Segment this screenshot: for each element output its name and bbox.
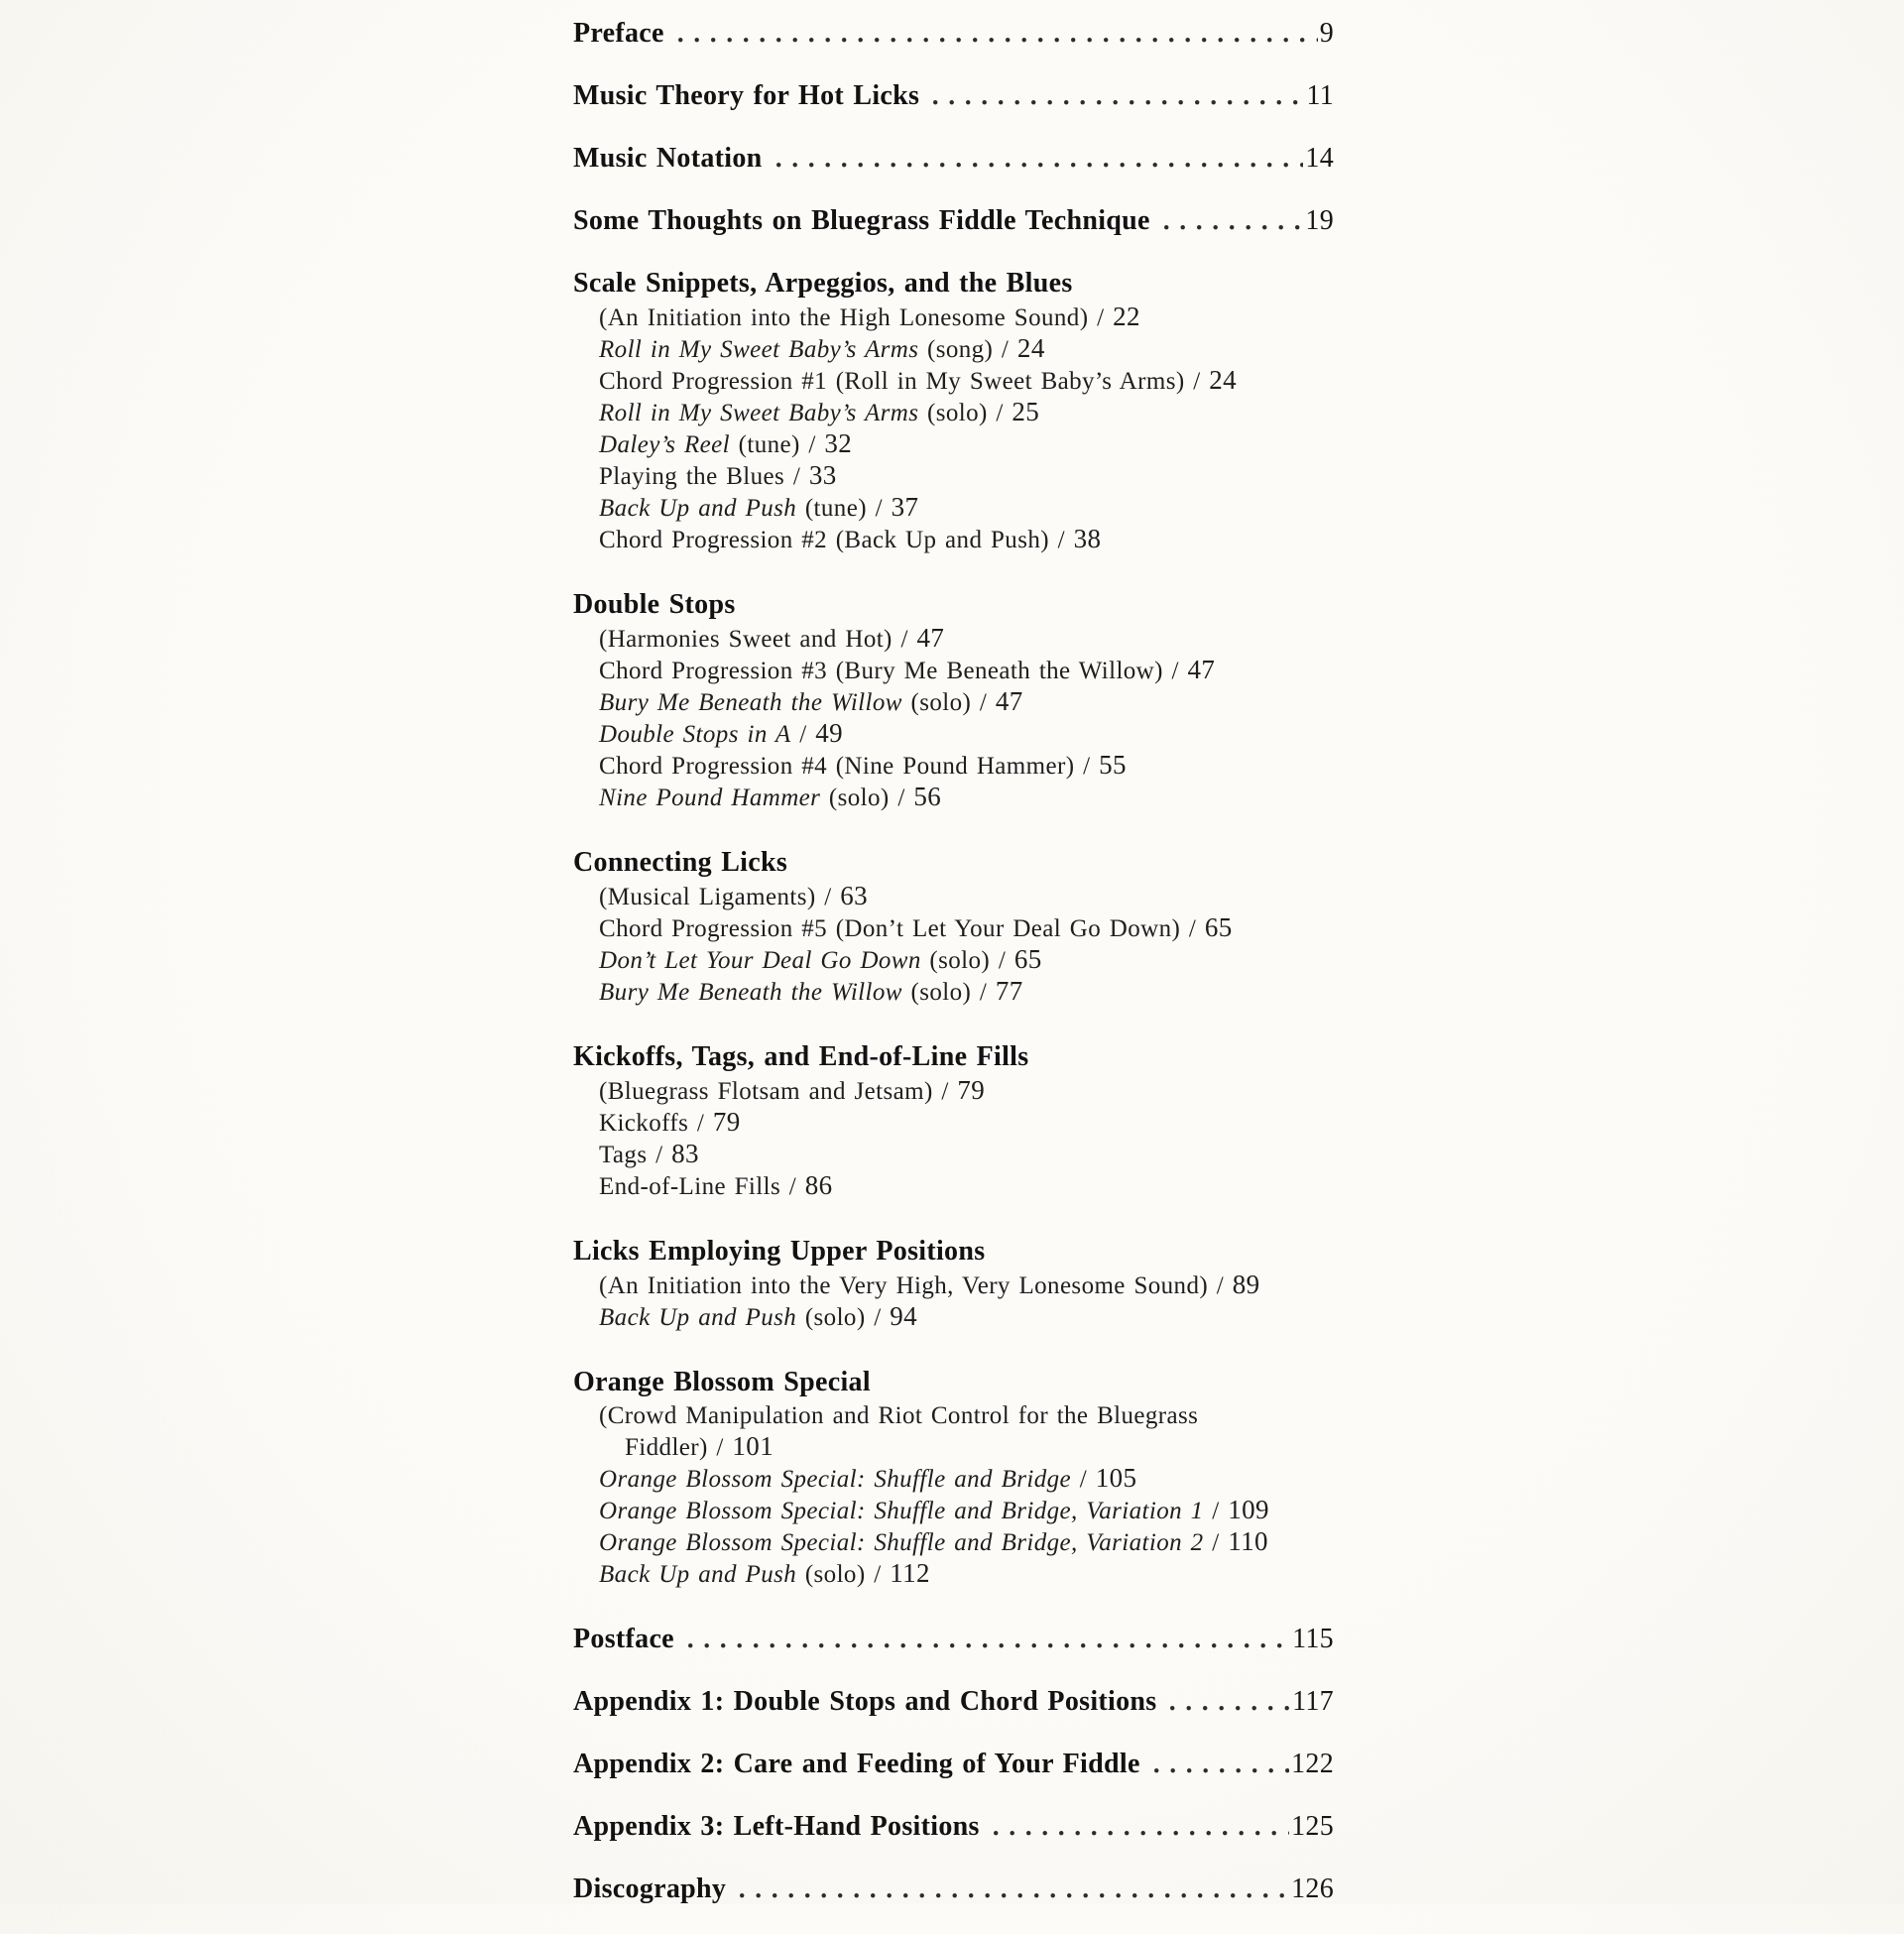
item-text-segment: Back Up and Push	[599, 1304, 797, 1331]
item-page-number: 79	[957, 1075, 986, 1105]
item-page-number: 94	[890, 1301, 918, 1331]
item-text-segment: (solo)	[796, 1304, 866, 1331]
item-page-number: 55	[1099, 750, 1127, 780]
page-separator: /	[1071, 1466, 1096, 1493]
toc-entries	[573, 16, 1334, 1907]
toc-entry	[573, 1872, 1334, 1907]
item-text-segment: Kickoffs	[599, 1110, 689, 1137]
leader-dots	[994, 1831, 1289, 1836]
page-separator: /	[799, 431, 825, 458]
item-page-number: 77	[995, 976, 1023, 1006]
section-item	[599, 655, 1334, 686]
entry-page-number: 125	[1291, 1811, 1334, 1842]
toc-entry	[573, 203, 1334, 239]
item-page-number: 49	[815, 718, 844, 748]
item-page-number: 47	[1187, 655, 1216, 684]
leader-dots	[1164, 225, 1304, 230]
toc-entry	[573, 78, 1334, 114]
leader-dots	[933, 100, 1304, 105]
page-separator: /	[1162, 658, 1188, 684]
entry-page-number: 14	[1305, 143, 1334, 174]
section-item	[599, 333, 1334, 365]
item-text-segment: (Harmonies Sweet and Hot)	[599, 626, 892, 653]
entry-page-number: 19	[1305, 205, 1334, 236]
item-text-segment: Chord Progression #3 (Bury Me Beneath the Willow)	[599, 658, 1163, 684]
section-item	[599, 623, 1334, 655]
item-text-segment: Back Up and Push	[599, 1561, 797, 1588]
entry-title: Preface	[573, 18, 664, 49]
section-item	[599, 1301, 1334, 1333]
section-title: Connecting Licks	[573, 847, 788, 878]
item-page-number: 47	[995, 686, 1023, 716]
page-separator: /	[987, 400, 1012, 426]
item-text-segment: (solo)	[796, 1561, 866, 1588]
item-text-segment: Double Stops in A	[599, 721, 791, 748]
page-separator: /	[688, 1110, 713, 1137]
item-text-segment: (Crowd Manipulation and Riot Control for the Bluegrass	[599, 1402, 1199, 1429]
section-item	[599, 750, 1334, 782]
section-item	[599, 1526, 1334, 1558]
page-separator: /	[790, 721, 816, 748]
page-separator: /	[932, 1078, 958, 1105]
section-title: Scale Snippets, Arpeggios, and the Blues	[573, 268, 1073, 299]
toc-page	[573, 0, 1334, 1934]
entry-page-number: 11	[1306, 80, 1334, 111]
entry-title: Appendix 1: Double Stops and Chord Positions	[573, 1686, 1157, 1717]
item-text-segment: Chord Progression #1 (Roll in My Sweet Baby’s Arms)	[599, 368, 1185, 395]
item-text-segment: Don’t Let Your Deal Go Down	[599, 947, 921, 974]
item-page-number: 101	[732, 1431, 774, 1461]
item-text-segment: (solo)	[901, 689, 972, 716]
section-item	[599, 1558, 1334, 1590]
entry-title: Some Thoughts on Bluegrass Fiddle Technique	[573, 205, 1150, 236]
page-separator: /	[865, 1304, 891, 1331]
page-separator: /	[892, 626, 917, 653]
toc-section	[573, 266, 1334, 555]
item-text-segment: Roll in My Sweet Baby’s Arms	[599, 336, 919, 363]
item-text-segment: Roll in My Sweet Baby’s Arms	[599, 400, 919, 426]
page-separator: /	[1074, 753, 1100, 780]
page-separator: /	[889, 785, 914, 811]
page-separator: /	[865, 1561, 891, 1588]
section-title: Licks Employing Upper Positions	[573, 1236, 986, 1267]
entry-title: Music Theory for Hot Licks	[573, 80, 920, 111]
page-separator: /	[990, 947, 1014, 974]
item-page-number: 83	[671, 1139, 699, 1168]
toc-section	[573, 587, 1334, 813]
item-page-number: 32	[824, 428, 853, 458]
toc-section	[573, 1039, 1334, 1202]
page-separator: /	[866, 495, 892, 522]
section-title: Double Stops	[573, 589, 736, 620]
page-separator: /	[1088, 304, 1114, 331]
section-item	[599, 782, 1334, 813]
item-page-number: 65	[1013, 944, 1042, 974]
leader-dots	[776, 163, 1304, 168]
item-page-number: 65	[1204, 912, 1233, 942]
item-page-number: 105	[1095, 1463, 1137, 1493]
section-item	[599, 302, 1334, 333]
page-separator: /	[815, 884, 841, 910]
item-page-number: 56	[913, 782, 942, 811]
section-item	[599, 718, 1334, 750]
page-separator: /	[1203, 1498, 1229, 1524]
section-item	[599, 524, 1334, 555]
page-separator: /	[993, 336, 1017, 363]
item-text-segment: (solo)	[920, 947, 991, 974]
item-page-number: 109	[1228, 1495, 1269, 1524]
item-text-segment: (solo)	[918, 400, 988, 426]
leader-dots	[678, 38, 1318, 43]
item-page-number: 47	[916, 623, 945, 653]
page-separator: /	[971, 689, 996, 716]
item-page-number: 22	[1113, 302, 1140, 331]
section-item	[599, 1495, 1334, 1526]
toc-section	[573, 1365, 1334, 1590]
section-item	[599, 1139, 1334, 1170]
page-separator: /	[784, 463, 809, 490]
page-separator: /	[707, 1434, 733, 1461]
page-separator: /	[647, 1142, 672, 1168]
section-title: Orange Blossom Special	[573, 1367, 871, 1397]
item-page-number: 63	[840, 881, 869, 910]
item-text-segment: Nine Pound Hammer	[599, 785, 821, 811]
toc-entry	[573, 1622, 1334, 1657]
item-text-segment: Chord Progression #5 (Don’t Let Your Deal Go Down)	[599, 915, 1181, 942]
page-separator: /	[1208, 1272, 1233, 1299]
page-separator: /	[971, 979, 996, 1006]
item-text-segment: Tags	[599, 1142, 648, 1168]
section-item	[599, 944, 1334, 976]
page-separator: /	[1203, 1529, 1229, 1556]
section-item	[599, 1170, 1334, 1202]
section-item	[599, 976, 1334, 1008]
section-item	[599, 365, 1334, 397]
section-item	[599, 492, 1334, 524]
item-text-segment: (An Initiation into the Very High, Very Lonesome Sound)	[599, 1272, 1209, 1299]
page-separator: /	[1180, 915, 1205, 942]
section-item	[599, 1269, 1334, 1301]
page-separator: /	[780, 1173, 805, 1200]
page-separator: /	[1048, 527, 1074, 553]
toc-entry	[573, 1684, 1334, 1720]
item-text-segment: (solo)	[901, 979, 972, 1006]
item-text-segment: End-of-Line Fills	[599, 1173, 781, 1200]
item-page-number: 25	[1012, 397, 1040, 426]
item-text-segment: (tune)	[729, 431, 800, 458]
entry-title: Appendix 2: Care and Feeding of Your Fiddle	[573, 1749, 1140, 1779]
entry-page-number: 117	[1292, 1686, 1334, 1717]
leader-dots	[1170, 1706, 1290, 1711]
item-text-segment: Fiddler)	[625, 1434, 708, 1461]
item-text-segment: Back Up and Push	[599, 495, 797, 522]
item-page-number: 24	[1016, 333, 1045, 363]
item-page-number: 79	[712, 1107, 741, 1137]
item-text-segment: Orange Blossom Special: Shuffle and Bridge	[599, 1466, 1072, 1493]
item-text-segment: (song)	[918, 336, 994, 363]
item-page-number: 112	[890, 1558, 930, 1588]
toc-section	[573, 1234, 1334, 1333]
page-separator: /	[1184, 368, 1210, 395]
section-item	[599, 460, 1334, 492]
item-text-segment: Orange Blossom Special: Shuffle and Bridge, Variation 2	[599, 1529, 1204, 1556]
entry-title: Music Notation	[573, 143, 763, 174]
entry-title: Appendix 3: Left-Hand Positions	[573, 1811, 980, 1842]
item-text-segment: (solo)	[820, 785, 890, 811]
entry-title: Discography	[573, 1874, 727, 1904]
leader-dots	[688, 1643, 1290, 1648]
entry-page-number: 9	[1319, 18, 1334, 49]
section-item	[599, 1107, 1334, 1139]
item-text-segment: (An Initiation into the High Lonesome Sound)	[599, 304, 1089, 331]
item-page-number: 33	[808, 460, 837, 490]
section-item	[599, 686, 1334, 718]
section-item	[599, 912, 1334, 944]
section-item	[599, 428, 1334, 460]
section-item	[599, 397, 1334, 428]
item-page-number: 37	[891, 492, 919, 522]
section-item	[599, 1400, 1334, 1463]
entry-page-number: 115	[1292, 1624, 1334, 1654]
item-text-segment: Bury Me Beneath the Willow	[599, 979, 902, 1006]
toc-section	[573, 845, 1334, 1008]
toc-entry	[573, 16, 1334, 52]
entry-page-number: 126	[1291, 1874, 1334, 1904]
item-text-segment: Chord Progression #2 (Back Up and Push)	[599, 527, 1049, 553]
leader-dots	[1154, 1768, 1289, 1773]
item-text-segment: Playing the Blues	[599, 463, 785, 490]
item-page-number: 89	[1232, 1269, 1260, 1299]
section-title: Kickoffs, Tags, and End-of-Line Fills	[573, 1041, 1029, 1072]
toc-entry	[573, 1809, 1334, 1845]
item-text-segment: Daley’s Reel	[599, 431, 730, 458]
item-text-segment: Bury Me Beneath the Willow	[599, 689, 902, 716]
leader-dots	[740, 1893, 1289, 1898]
item-page-number: 110	[1228, 1526, 1268, 1556]
item-text-segment: Orange Blossom Special: Shuffle and Bridge, Variation 1	[599, 1498, 1204, 1524]
item-page-number: 86	[804, 1170, 833, 1200]
entry-title: Postface	[573, 1624, 674, 1654]
item-page-number: 38	[1073, 524, 1102, 553]
entry-page-number: 122	[1291, 1749, 1334, 1779]
item-text-segment: (Musical Ligaments)	[599, 884, 816, 910]
item-page-number: 24	[1209, 365, 1238, 395]
section-item	[599, 1075, 1334, 1107]
item-text-segment: (tune)	[796, 495, 867, 522]
item-text-segment: (Bluegrass Flotsam and Jetsam)	[599, 1078, 933, 1105]
section-item	[599, 881, 1334, 912]
toc-entry	[573, 141, 1334, 177]
toc-entry	[573, 1747, 1334, 1782]
item-text-segment: Chord Progression #4 (Nine Pound Hammer)	[599, 753, 1075, 780]
section-item	[599, 1463, 1334, 1495]
